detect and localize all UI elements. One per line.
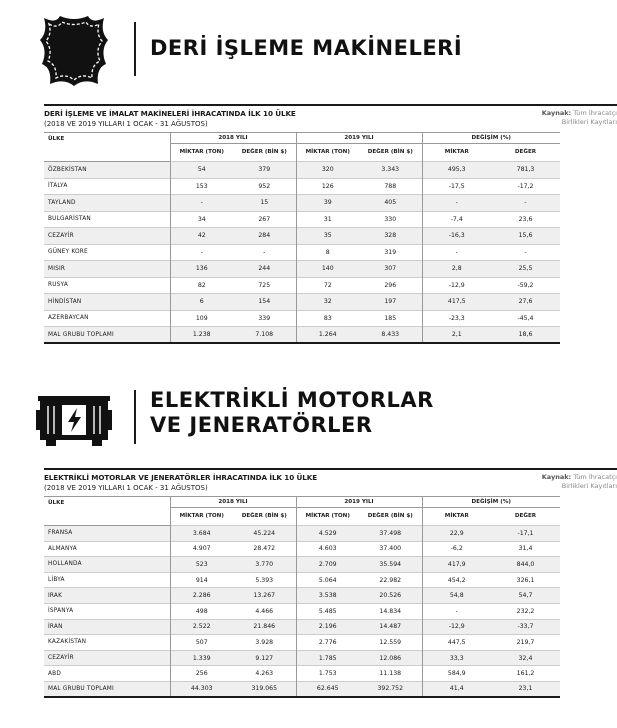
cell-qty-2019: 2.196	[296, 619, 359, 635]
cell-country: GÜNEY KORE	[44, 244, 170, 261]
cell-val-2018: 21.846	[233, 619, 296, 635]
table-row	[44, 261, 560, 278]
cell-qty-2018: 54	[170, 162, 233, 179]
cell-country: ABD	[44, 666, 170, 682]
table-row	[44, 277, 560, 294]
cell-val-change: -17,1	[491, 526, 560, 542]
cell-country: İRAN	[44, 619, 170, 635]
cell-qty-2019: 31	[296, 211, 359, 228]
cell-qty-2018: 4.907	[170, 541, 233, 557]
cell-val-2019: 20.526	[359, 588, 422, 604]
cell-qty-2019: 8	[296, 244, 359, 261]
cell-qty-2019: 4.529	[296, 526, 359, 542]
table-row	[44, 650, 560, 666]
cell-country: LİBYA	[44, 572, 170, 588]
cell-country: HOLLANDA	[44, 557, 170, 573]
cell-val-change: -	[491, 195, 560, 212]
table-row	[44, 619, 560, 635]
col-header-change: DEĞİŞİM (%)	[422, 497, 560, 508]
table-row	[44, 211, 560, 228]
cell-qty-change: 22,9	[422, 526, 491, 542]
cell-val-2018: -	[233, 244, 296, 261]
cell-qty-2018: 44.303	[170, 681, 233, 697]
cell-val-2018: 3.770	[233, 557, 296, 573]
cell-qty-change: 495,3	[422, 162, 491, 179]
cell-val-change: 844,0	[491, 557, 560, 573]
cell-country: TAYLAND	[44, 195, 170, 212]
cell-qty-2018: 34	[170, 211, 233, 228]
cell-val-2019: 296	[359, 277, 422, 294]
cell-qty-2019: 140	[296, 261, 359, 278]
col-header-qty-change: MİKTAR	[422, 144, 491, 162]
cell-qty-change: 417,9	[422, 557, 491, 573]
col-header-2019: 2019 YILI	[296, 133, 422, 144]
cell-qty-2018: 1.238	[170, 327, 233, 344]
table-row	[44, 244, 560, 261]
cell-val-2018: 15	[233, 195, 296, 212]
col-header-val-2018: DEĞER (BİN $)	[241, 513, 287, 519]
col-header-val-2019: DEĞER (BİN $)	[367, 513, 413, 519]
cell-country: MAL GRUBU TOPLAMI	[44, 327, 170, 344]
cell-qty-2019: 2.709	[296, 557, 359, 573]
cell-qty-change: -6,2	[422, 541, 491, 557]
cell-qty-2018: 1.339	[170, 650, 233, 666]
cell-qty-change: -	[422, 603, 491, 619]
cell-qty-2018: 914	[170, 572, 233, 588]
export-table-block	[44, 468, 617, 698]
cell-qty-change: -23,3	[422, 310, 491, 327]
table-row	[44, 588, 560, 604]
cell-val-change: 15,6	[491, 228, 560, 245]
cell-country: İSPANYA	[44, 603, 170, 619]
cell-val-2018: 5.393	[233, 572, 296, 588]
cell-val-change: 23,1	[491, 681, 560, 697]
cell-qty-2018: 523	[170, 557, 233, 573]
table-row	[44, 557, 560, 573]
table-total-row	[44, 327, 560, 344]
cell-val-change: 18,6	[491, 327, 560, 344]
header-divider	[134, 390, 136, 444]
cell-qty-2018: 109	[170, 310, 233, 327]
cell-val-2019: 197	[359, 294, 422, 311]
cell-qty-2018: 6	[170, 294, 233, 311]
table-row	[44, 162, 560, 179]
cell-qty-change: -	[422, 244, 491, 261]
col-header-qty-2019: MİKTAR (TON)	[296, 508, 359, 526]
leather-machines-section	[0, 0, 617, 362]
cell-qty-change: -12,9	[422, 619, 491, 635]
section-header	[0, 368, 617, 468]
section-title: DERİ İŞLEME MAKİNELERİ	[150, 36, 463, 60]
cell-val-change: -59,2	[491, 277, 560, 294]
cell-country: MISIR	[44, 261, 170, 278]
cell-qty-2019: 5.064	[296, 572, 359, 588]
cell-val-2018: 952	[233, 178, 296, 195]
col-header-country: ÜLKE	[44, 497, 170, 526]
header-divider	[134, 22, 136, 76]
col-header-qty-change: MİKTAR	[422, 508, 491, 526]
cell-val-2018: 3.928	[233, 635, 296, 651]
source-text: Tüm İhracatçı	[573, 109, 617, 117]
cell-val-2018: 267	[233, 211, 296, 228]
cell-val-change: 25,5	[491, 261, 560, 278]
col-header-val-2018: DEĞER (BİN $)	[241, 149, 287, 155]
cell-val-2019: 12.559	[359, 635, 422, 651]
source-note	[542, 473, 617, 491]
table-title: ELEKTRİKLİ MOTORLAR VE JENERATÖRLER İHRACATINDA İLK 10 ÜLKE	[44, 473, 318, 482]
col-header-qty-2018: MİKTAR (TON)	[170, 144, 233, 162]
cell-country: KAZAKİSTAN	[44, 635, 170, 651]
source-label: Kaynak:	[541, 109, 572, 117]
cell-country: HİNDİSTAN	[44, 294, 170, 311]
cell-country: FRANSA	[44, 526, 170, 542]
cell-val-2019: 185	[359, 310, 422, 327]
cell-country: CEZAYİR	[44, 650, 170, 666]
cell-val-2018: 319.065	[233, 681, 296, 697]
table-row	[44, 572, 560, 588]
cell-qty-2019: 1.785	[296, 650, 359, 666]
leather-hide-icon	[34, 10, 114, 90]
cell-val-2019: 392.752	[359, 681, 422, 697]
export-table	[44, 496, 560, 698]
cell-qty-2019: 62.645	[296, 681, 359, 697]
cell-qty-2018: 82	[170, 277, 233, 294]
cell-val-2019: 11.138	[359, 666, 422, 682]
cell-val-change: 232,2	[491, 603, 560, 619]
cell-qty-2019: 3.538	[296, 588, 359, 604]
table-row	[44, 635, 560, 651]
cell-val-2019: 37.400	[359, 541, 422, 557]
table-row	[44, 603, 560, 619]
col-header-val-change: DEĞER	[514, 513, 537, 519]
cell-val-2019: 22.982	[359, 572, 422, 588]
source-label: Kaynak:	[541, 473, 572, 481]
source-text-2: Birlikleri Kayıtları	[561, 118, 617, 126]
col-header-qty-2019: MİKTAR (TON)	[296, 144, 359, 162]
cell-val-2018: 7.108	[233, 327, 296, 344]
cell-qty-2018: 2.522	[170, 619, 233, 635]
cell-val-2019: 330	[359, 211, 422, 228]
cell-val-change: 23,6	[491, 211, 560, 228]
table-row	[44, 228, 560, 245]
cell-qty-change: 454,2	[422, 572, 491, 588]
cell-qty-2018: 42	[170, 228, 233, 245]
cell-val-change: -33,7	[491, 619, 560, 635]
cell-country: AZERBAYCAN	[44, 310, 170, 327]
cell-val-change: -45,4	[491, 310, 560, 327]
table-row	[44, 310, 560, 327]
cell-qty-2018: 2.286	[170, 588, 233, 604]
cell-val-2019: 14.487	[359, 619, 422, 635]
cell-val-2019: 319	[359, 244, 422, 261]
cell-val-2019: 37.498	[359, 526, 422, 542]
table-total-row	[44, 681, 560, 697]
col-header-qty-2018: MİKTAR (TON)	[170, 508, 233, 526]
cell-qty-2019: 4.603	[296, 541, 359, 557]
cell-val-change: 161,2	[491, 666, 560, 682]
cell-qty-2019: 32	[296, 294, 359, 311]
cell-qty-change: -16,3	[422, 228, 491, 245]
cell-qty-change: 584,9	[422, 666, 491, 682]
source-text: Tüm İhracatçı	[573, 473, 617, 481]
cell-qty-change: 447,5	[422, 635, 491, 651]
table-row	[44, 526, 560, 542]
cell-val-change: 781,3	[491, 162, 560, 179]
cell-qty-change: 417,5	[422, 294, 491, 311]
cell-val-2018: 9.127	[233, 650, 296, 666]
cell-qty-2019: 5.485	[296, 603, 359, 619]
cell-country: İTALYA	[44, 178, 170, 195]
cell-country: IRAK	[44, 588, 170, 604]
export-table	[44, 132, 560, 344]
cell-qty-change: 33,3	[422, 650, 491, 666]
cell-qty-change: -7,4	[422, 211, 491, 228]
cell-val-change: 219,7	[491, 635, 560, 651]
table-body	[44, 162, 560, 344]
source-note	[542, 109, 617, 127]
table-title: DERİ İŞLEME VE İMALAT MAKİNELERİ İHRACATINDA İLK 10 ÜLKE	[44, 109, 296, 118]
cell-country: CEZAYİR	[44, 228, 170, 245]
cell-qty-2019: 35	[296, 228, 359, 245]
col-header-country: ÜLKE	[44, 133, 170, 162]
cell-qty-2019: 39	[296, 195, 359, 212]
electric-motors-section	[0, 368, 617, 728]
generator-icon	[34, 378, 114, 458]
col-header-val-change: DEĞER	[514, 149, 537, 155]
table-caption	[44, 470, 617, 496]
cell-val-2018: 28.472	[233, 541, 296, 557]
cell-qty-2019: 320	[296, 162, 359, 179]
cell-val-change: 27,6	[491, 294, 560, 311]
cell-qty-change: -12,9	[422, 277, 491, 294]
cell-qty-2019: 1.264	[296, 327, 359, 344]
cell-val-change: 326,1	[491, 572, 560, 588]
cell-val-2019: 788	[359, 178, 422, 195]
table-caption	[44, 106, 617, 132]
table-subtitle: (2018 VE 2019 YILLARI 1 OCAK - 31 AĞUSTOS)	[44, 120, 208, 128]
cell-country: BULGARİSTAN	[44, 211, 170, 228]
cell-val-2018: 4.263	[233, 666, 296, 682]
cell-val-2018: 154	[233, 294, 296, 311]
cell-qty-2019: 2.776	[296, 635, 359, 651]
cell-val-2019: 35.594	[359, 557, 422, 573]
cell-val-2019: 12.086	[359, 650, 422, 666]
section-header	[0, 0, 617, 100]
col-header-2018: 2018 YILI	[170, 133, 296, 144]
cell-val-2019: 307	[359, 261, 422, 278]
cell-qty-2019: 83	[296, 310, 359, 327]
col-header-val-2019: DEĞER (BİN $)	[367, 149, 413, 155]
table-row	[44, 541, 560, 557]
cell-qty-2018: 256	[170, 666, 233, 682]
col-header-change: DEĞİŞİM (%)	[422, 133, 560, 144]
table-row	[44, 178, 560, 195]
cell-val-2019: 14.834	[359, 603, 422, 619]
cell-val-change: 32,4	[491, 650, 560, 666]
table-subtitle: (2018 VE 2019 YILLARI 1 OCAK - 31 AĞUSTOS)	[44, 484, 208, 492]
cell-qty-change: 2,1	[422, 327, 491, 344]
cell-qty-change: -	[422, 195, 491, 212]
cell-country: RUSYA	[44, 277, 170, 294]
cell-val-2019: 3.343	[359, 162, 422, 179]
cell-qty-2018: 507	[170, 635, 233, 651]
table-row	[44, 195, 560, 212]
section-title: ELEKTRİKLİ MOTORLAR VE JENERATÖRLER	[150, 388, 434, 438]
cell-country: MAL GRUBU TOPLAMI	[44, 681, 170, 697]
cell-val-change: 31,4	[491, 541, 560, 557]
cell-val-change: -	[491, 244, 560, 261]
cell-val-2018: 284	[233, 228, 296, 245]
table-row	[44, 294, 560, 311]
table-body	[44, 526, 560, 698]
export-table-block	[44, 104, 617, 344]
col-header-2018: 2018 YILI	[170, 497, 296, 508]
cell-qty-2018: -	[170, 195, 233, 212]
cell-qty-2018: -	[170, 244, 233, 261]
cell-val-2018: 379	[233, 162, 296, 179]
table-row	[44, 666, 560, 682]
cell-country: ALMANYA	[44, 541, 170, 557]
cell-qty-change: 41,4	[422, 681, 491, 697]
cell-val-2018: 725	[233, 277, 296, 294]
cell-qty-2019: 126	[296, 178, 359, 195]
cell-qty-2018: 153	[170, 178, 233, 195]
cell-val-2019: 328	[359, 228, 422, 245]
source-text-2: Birlikleri Kayıtları	[561, 482, 617, 490]
cell-country: ÖZBEKİSTAN	[44, 162, 170, 179]
cell-val-2019: 405	[359, 195, 422, 212]
cell-val-2018: 4.466	[233, 603, 296, 619]
cell-val-2018: 13.267	[233, 588, 296, 604]
cell-qty-change: -17,5	[422, 178, 491, 195]
cell-val-change: 54,7	[491, 588, 560, 604]
cell-qty-2018: 3.684	[170, 526, 233, 542]
cell-val-change: -17,2	[491, 178, 560, 195]
cell-qty-2019: 1.753	[296, 666, 359, 682]
cell-qty-change: 54,8	[422, 588, 491, 604]
cell-qty-change: 2,8	[422, 261, 491, 278]
col-header-2019: 2019 YILI	[296, 497, 422, 508]
cell-qty-2019: 72	[296, 277, 359, 294]
cell-val-2018: 339	[233, 310, 296, 327]
cell-val-2018: 244	[233, 261, 296, 278]
cell-val-2018: 45.224	[233, 526, 296, 542]
cell-qty-2018: 136	[170, 261, 233, 278]
cell-qty-2018: 498	[170, 603, 233, 619]
cell-val-2019: 8.433	[359, 327, 422, 344]
